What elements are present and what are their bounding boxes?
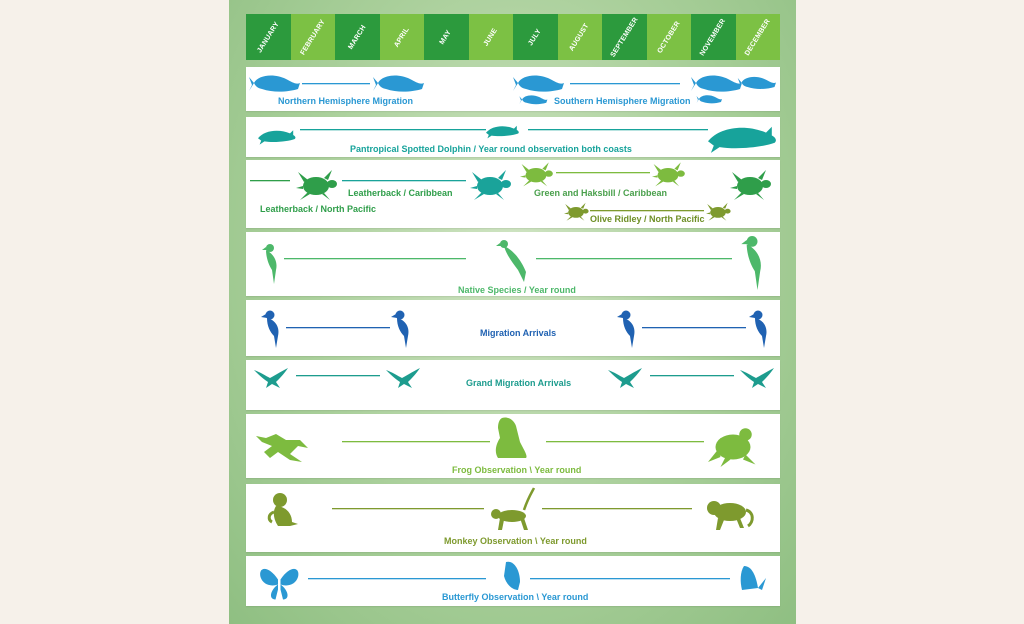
month-october [647, 14, 692, 60]
row-frogs [246, 414, 780, 478]
butterfly-icon [504, 562, 520, 590]
hawk-icon [740, 368, 774, 388]
month-header [246, 14, 780, 60]
month-label: SEPTEMBER [609, 15, 640, 59]
turtle-icon [706, 203, 731, 221]
month-label: JANUARY [256, 20, 281, 54]
south-migration-label: Southern Hemisphere Migration [554, 96, 691, 106]
row-dolphin [246, 117, 780, 157]
month-label: OCTOBER [656, 19, 682, 55]
dolphin-icon [258, 130, 295, 144]
bird-icon [261, 311, 279, 349]
row-grand-migration [246, 360, 780, 410]
month-august [558, 14, 603, 60]
month-label: DECEMBER [743, 17, 772, 57]
whale-icon [513, 76, 564, 92]
month-label: JULY [527, 27, 544, 47]
grand-migration-label: Grand Migration Arrivals [466, 378, 572, 388]
monkey-label: Monkey Observation \ Year round [444, 536, 587, 546]
turtle-icon [520, 162, 553, 186]
month-label: NOVEMBER [699, 17, 728, 57]
olive-ridley-label: Olive Ridley / North Pacific [590, 214, 705, 224]
month-label: MAY [439, 28, 454, 46]
turtle-icon [296, 170, 337, 200]
month-july [513, 14, 558, 60]
frog-icon [708, 428, 756, 467]
row-migration-arrivals [246, 300, 780, 356]
whale-icon [249, 76, 300, 92]
green-hawksbill-label: Green and Haksbill / Caribbean [534, 188, 668, 198]
butterfly-label: Butterfly Observation \ Year round [442, 592, 589, 602]
leatherback-caribbean-label: Leatherback / Caribbean [348, 188, 453, 198]
butterfly-icon [741, 566, 766, 590]
bird-icon [749, 311, 767, 349]
parrot-icon [262, 244, 277, 284]
hawk-icon [386, 368, 420, 388]
parrot-icon [741, 236, 761, 290]
bird-icon [391, 311, 409, 349]
leatherback-pacific-label: Leatherback / North Pacific [260, 204, 377, 214]
month-june [469, 14, 514, 60]
month-february [291, 14, 336, 60]
parrot-icon [496, 240, 526, 282]
whale-icon [697, 95, 723, 103]
row-butterflies [246, 556, 780, 606]
frog-icon [496, 417, 527, 458]
butterfly-icon [260, 569, 298, 600]
native-species-label: Native Species / Year round [458, 285, 576, 295]
turtle-icon [564, 203, 589, 221]
whale-icon [738, 77, 776, 89]
row-native-birds [246, 232, 780, 296]
turtle-icon [470, 170, 511, 200]
frog-icon [256, 434, 308, 462]
month-label: AUGUST [568, 22, 591, 52]
dolphin-label: Pantropical Spotted Dolphin / Year round observation both coasts [350, 144, 632, 154]
month-april [380, 14, 425, 60]
dolphin-icon [486, 126, 519, 139]
month-may [424, 14, 469, 60]
dolphin-icon [708, 127, 776, 153]
month-march [335, 14, 380, 60]
month-label: FEBRUARY [299, 18, 327, 56]
month-label: MARCH [347, 23, 368, 51]
frog-label: Frog Observation \ Year round [452, 465, 582, 475]
turtle-icon [652, 162, 685, 186]
month-december [736, 14, 781, 60]
row-monkeys [246, 484, 780, 552]
month-november [691, 14, 736, 60]
hawk-icon [254, 368, 288, 388]
month-label: JUNE [482, 26, 499, 48]
whale-icon [373, 76, 424, 92]
monkey-icon [707, 501, 752, 530]
north-migration-label: Northern Hemisphere Migration [278, 96, 414, 106]
calendar-panel [229, 0, 796, 624]
row-turtles [246, 160, 780, 228]
monkey-icon [269, 493, 298, 526]
month-january [246, 14, 291, 60]
row-whales [246, 67, 780, 111]
month-september [602, 14, 647, 60]
bird-icon [617, 311, 635, 349]
whale-icon [691, 76, 742, 92]
month-label: APRIL [392, 25, 411, 49]
monkey-icon [491, 488, 534, 530]
whale-icon [519, 95, 547, 104]
turtle-icon [730, 170, 771, 200]
migration-arrivals-label: Migration Arrivals [480, 328, 557, 338]
hawk-icon [608, 368, 642, 388]
